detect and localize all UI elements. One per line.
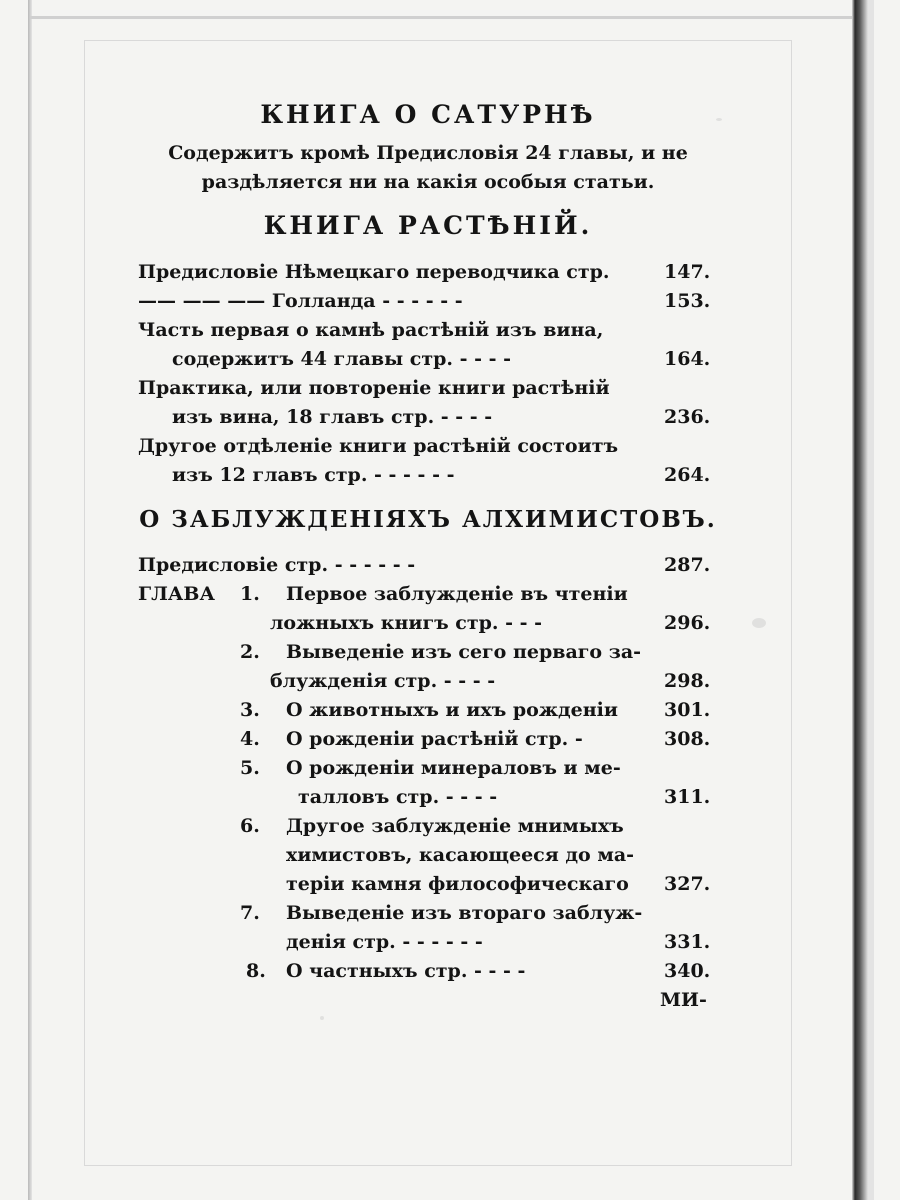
chapter-entry-cont xyxy=(138,870,718,899)
toc-entry xyxy=(138,258,718,287)
entry-text: Часть первая о камнѣ растѣній изъ вина, xyxy=(138,319,604,341)
chapter-text: Выведеніе изъ втораго заблуж- xyxy=(286,902,643,924)
chapter-text: О частныхъ стр. - - - - xyxy=(286,960,526,982)
chapter-entry xyxy=(138,696,718,725)
chapter-number: 6. xyxy=(240,815,260,837)
chapter-text: О рожденіи минераловъ и ме- xyxy=(286,757,621,779)
chapter-page: 308. xyxy=(664,728,711,750)
heading-book-saturn: КНИГА О САТУРНѢ xyxy=(260,100,596,129)
toc-entry xyxy=(138,287,718,316)
chapter-text: Первое заблужденіе въ чтеніи xyxy=(286,583,628,605)
chapter-entry xyxy=(138,725,718,754)
saturn-note-line2: раздѣляется ни на какія особыя статьи. xyxy=(201,171,655,193)
saturn-note-line1: Содержитъ кромѣ Предисловія 24 главы, и не xyxy=(168,142,688,164)
chapter-number: 1. xyxy=(240,583,260,605)
entry-text: Другое отдѣленіе книги растѣній состоитъ xyxy=(138,435,619,457)
entry-text: Предисловіе стр. - - - - - - xyxy=(138,554,416,576)
chapter-entry-cont xyxy=(138,667,718,696)
chapter-page: 296. xyxy=(664,612,711,634)
entry-text: —— —— —— Голланда - - - - - - xyxy=(138,290,463,312)
chapter-text: Другое заблужденіе мнимыхъ xyxy=(286,815,624,837)
entry-page: 264. xyxy=(664,464,711,486)
toc-entry xyxy=(138,403,718,432)
chapter-text: химистовъ, касающееся до ма- xyxy=(286,844,635,866)
entry-text: изъ 12 главъ стр. - - - - - - xyxy=(172,464,455,486)
entry-page: 147. xyxy=(664,261,711,283)
chapter-entry xyxy=(138,638,718,667)
chapter-page: 301. xyxy=(664,699,711,721)
chapter-text: Выведеніе изъ сего перваго за- xyxy=(286,641,642,663)
entry-text: Практика, или повтореніе книги растѣній xyxy=(138,377,610,399)
chapter-label: ГЛАВА xyxy=(138,583,215,605)
chapter-entry-cont xyxy=(138,928,718,957)
heading-alchemists-errors: О ЗАБЛУЖДЕНІЯХЪ АЛХИМИСТОВЪ. xyxy=(139,506,717,533)
chapter-text: теріи камня философическаго xyxy=(286,873,629,895)
toc-entry xyxy=(138,374,718,403)
chapter-entry xyxy=(138,899,718,928)
page-edge-top xyxy=(30,16,852,19)
chapter-entry-cont xyxy=(138,841,718,870)
table-of-contents xyxy=(138,94,718,1015)
toc-entry xyxy=(138,432,718,461)
entry-page: 164. xyxy=(664,348,711,370)
entry-page: 236. xyxy=(664,406,711,428)
entry-text: Предисловіе Нѣмецкаго переводчика стр. xyxy=(138,261,610,283)
plants-entries xyxy=(138,258,718,490)
toc-entry xyxy=(138,345,718,374)
heading-book-plants: КНИГА РАСТѢНІЙ. xyxy=(263,211,593,240)
entry-page: 153. xyxy=(664,290,711,312)
chapter-number: 5. xyxy=(240,757,260,779)
chapter-page: 331. xyxy=(664,931,711,953)
page-edge-right xyxy=(852,0,874,1200)
entry-text: содержитъ 44 главы стр. - - - - xyxy=(172,348,512,370)
chapter-number: 2. xyxy=(240,641,260,663)
chapter-page: 298. xyxy=(664,670,711,692)
catchword: МИ- xyxy=(660,989,707,1011)
chapter-text: денія стр. - - - - - - xyxy=(286,931,483,953)
entry-text: изъ вина, 18 главъ стр. - - - - xyxy=(172,406,493,428)
chapter-entry-cont xyxy=(138,609,718,638)
ink-speck xyxy=(320,1016,324,1020)
saturn-note xyxy=(138,139,718,197)
chapter-entry xyxy=(138,754,718,783)
chapter-entry xyxy=(138,812,718,841)
toc-entry xyxy=(138,461,718,490)
toc-entry xyxy=(138,316,718,345)
catchword-row xyxy=(138,986,718,1015)
chapter-text: О рожденіи растѣній стр. - xyxy=(286,728,583,750)
chapter-page: 340. xyxy=(664,960,711,982)
ink-speck xyxy=(752,618,766,628)
chapter-number: 8. xyxy=(246,960,266,982)
entry-page: 287. xyxy=(664,554,711,576)
chapter-page: 327. xyxy=(664,873,711,895)
chapter-number: 3. xyxy=(240,699,260,721)
chapter-text: блужденія стр. - - - - xyxy=(270,670,496,692)
chapter-number: 4. xyxy=(240,728,260,750)
toc-entry xyxy=(138,551,718,580)
chapter-text: О животныхъ и ихъ рожденіи xyxy=(286,699,618,721)
chapter-number: 7. xyxy=(240,902,260,924)
errors-entries xyxy=(138,551,718,1015)
chapter-entry-cont xyxy=(138,783,718,812)
chapter-text: ложныхъ книгъ стр. - - - xyxy=(270,612,543,634)
chapter-entry xyxy=(138,580,718,609)
page-edge-left xyxy=(28,0,32,1200)
chapter-page: 311. xyxy=(664,786,711,808)
chapter-text: талловъ стр. - - - - xyxy=(298,786,498,808)
chapter-entry xyxy=(138,957,718,986)
